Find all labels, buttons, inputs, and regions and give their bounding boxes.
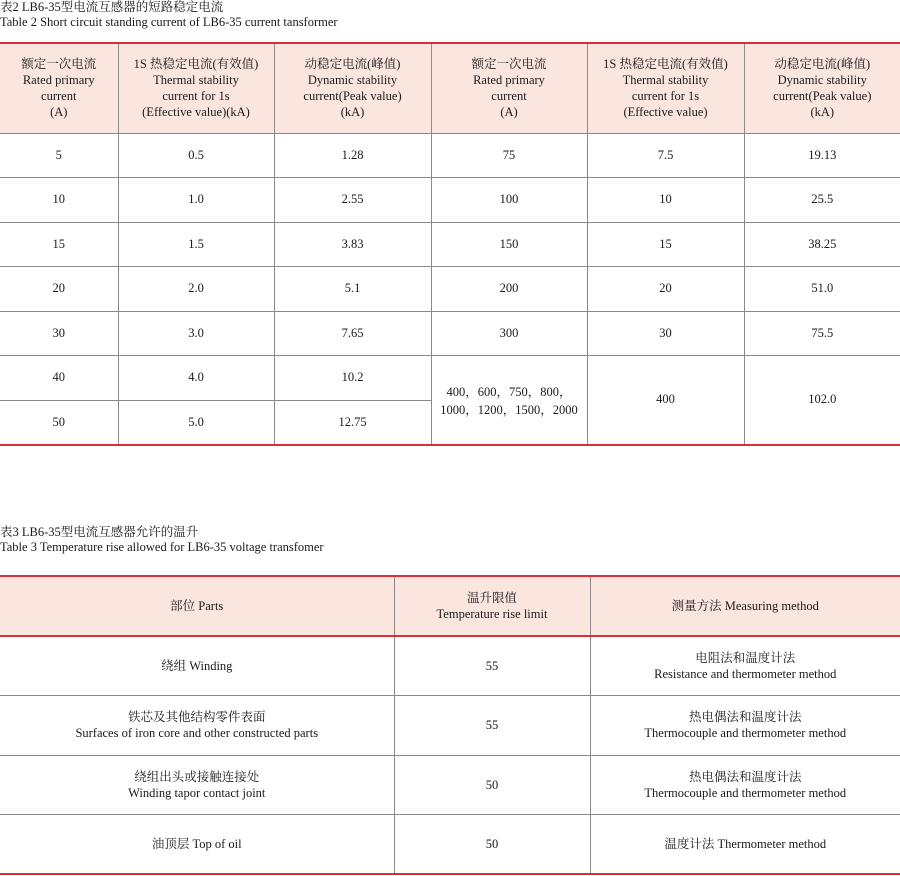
cell-text-line: 50 <box>485 837 499 851</box>
header-thermal-stability-current-2 <box>587 43 744 133</box>
table-cell: 30 <box>587 311 744 356</box>
table-cell: 300 <box>431 311 587 356</box>
cell-text-line: 测量方法 Measuring method <box>671 599 819 613</box>
cell-text-line: (Effective value) <box>623 105 708 120</box>
cell-text-line: Winding tapor contact joint <box>128 785 266 800</box>
table-cell: 10 <box>0 178 118 223</box>
table2-caption-cn: 表2 LB6-35型电流互感器的短路稳定电流 <box>0 0 224 14</box>
table3-header-row <box>0 576 900 636</box>
table-cell: 1.28 <box>274 133 431 178</box>
cell-text-line: 1S 热稳定电流(有效值) <box>133 57 259 72</box>
cell-text-line: Rated primary <box>473 73 545 88</box>
cell-text-line: 热电偶法和温度计法 <box>688 769 802 784</box>
header-dynamic-stability-current-2 <box>744 43 900 133</box>
table-row <box>0 696 900 756</box>
merged-rated-current-cell <box>431 356 587 445</box>
cell-text-line: Thermal stability <box>153 73 239 88</box>
merged-rated-current-line2: 1000，1200，1500，2000 <box>440 402 578 417</box>
part-cell <box>0 636 394 696</box>
cell-text-line: current <box>41 89 77 104</box>
table-cell: 7.5 <box>587 133 744 178</box>
cell-text-line: 50 <box>485 777 499 792</box>
cell-text-line: Dynamic stability <box>307 73 398 88</box>
cell-text-line: (kA) <box>340 105 365 120</box>
table-cell: 19.13 <box>744 133 900 178</box>
method-cell <box>590 636 900 696</box>
table2-caption <box>0 0 338 30</box>
table-cell: 50 <box>0 400 118 445</box>
part-cell <box>0 815 394 875</box>
table-row <box>0 267 900 312</box>
cell-text-line: 温升限值 <box>466 591 517 605</box>
limit-cell <box>394 815 590 875</box>
cell-text-line: current <box>491 89 527 104</box>
table-row <box>0 815 900 875</box>
table3-caption <box>0 525 324 555</box>
table-cell: 100 <box>431 178 587 223</box>
cell-text-line: current(Peak value) <box>773 89 872 104</box>
table-cell: 51.0 <box>744 267 900 312</box>
method-cell <box>590 755 900 815</box>
table-cell: 2.0 <box>118 267 274 312</box>
table-cell: 5.1 <box>274 267 431 312</box>
table-cell: 150 <box>431 222 587 267</box>
table-cell: 5.0 <box>118 400 274 445</box>
cell-text-line: 电阻法和温度计法 <box>695 651 796 665</box>
table-cell: 2.55 <box>274 178 431 223</box>
table-cell: 3.83 <box>274 222 431 267</box>
table-cell: 25.5 <box>744 178 900 223</box>
cell-text-line: (kA) <box>810 105 835 120</box>
table2-header-row <box>0 43 900 133</box>
header-temperature-rise-limit <box>394 576 590 636</box>
table-cell: 40 <box>0 356 118 401</box>
table-cell: 20 <box>0 267 118 312</box>
table-cell: 12.75 <box>274 400 431 445</box>
table-row <box>0 133 900 178</box>
table-cell: 0.5 <box>118 133 274 178</box>
cell-text-line: Dynamic stability <box>777 73 867 88</box>
limit-cell <box>394 696 590 756</box>
cell-text-line: (A) <box>500 105 518 120</box>
cell-text-line: current for 1s <box>631 89 700 104</box>
cell-text-line: (Effective value)(kA) <box>142 105 250 120</box>
table-cell: 200 <box>431 267 587 312</box>
short-circuit-current-table <box>0 42 900 446</box>
cell-text-line: 绕组出头或接触连接处 <box>134 769 260 784</box>
cell-text-line: 动稳定电流(峰值) <box>304 57 401 72</box>
table-row <box>0 178 900 223</box>
cell-text-line: (A) <box>50 105 68 120</box>
table-cell: 7.65 <box>274 311 431 356</box>
cell-text-line: Resistance and thermometer method <box>654 667 837 681</box>
header-measuring-method <box>590 576 900 636</box>
table-row <box>0 222 900 267</box>
table-cell: 30 <box>0 311 118 356</box>
table-cell: 15 <box>0 222 118 267</box>
cell-text-line: 油顶层 Top of oil <box>151 837 242 851</box>
cell-text-line: 动稳定电流(峰值) <box>774 57 871 72</box>
cell-text-line: 温度计法 Thermometer method <box>664 837 827 851</box>
table-cell: 1.0 <box>118 178 274 223</box>
cell-text-line: 1S 热稳定电流(有效值) <box>603 57 728 72</box>
table-row <box>0 311 900 356</box>
table-row <box>0 636 900 696</box>
cell-text-line: Rated primary <box>22 73 95 88</box>
cell-text-line: 部位 Parts <box>170 599 224 613</box>
cell-text-line: 55 <box>485 659 499 673</box>
cell-text-line: 热电偶法和温度计法 <box>688 710 802 725</box>
table-cell: 3.0 <box>118 311 274 356</box>
header-rated-primary-current-2 <box>431 43 587 133</box>
method-cell <box>590 815 900 875</box>
table-row <box>0 755 900 815</box>
merged-rated-current-line1: 400，600，750，800， <box>446 384 572 399</box>
header-dynamic-stability-current <box>274 43 431 133</box>
temperature-rise-table <box>0 575 900 875</box>
method-cell <box>590 696 900 756</box>
cell-text-line: current(Peak value) <box>303 89 402 104</box>
table-cell: 20 <box>587 267 744 312</box>
cell-text-line: current for 1s <box>162 89 230 104</box>
table-cell: 1.5 <box>118 222 274 267</box>
cell-text-line: Thermocouple and thermometer method <box>644 726 847 741</box>
cell-text-line: 绕组 Winding <box>161 659 233 673</box>
table-cell: 10 <box>587 178 744 223</box>
limit-cell <box>394 636 590 696</box>
header-parts <box>0 576 394 636</box>
cell-text-line: Thermal stability <box>622 73 709 88</box>
limit-cell <box>394 755 590 815</box>
merged-dynamic-current-cell: 102.0 <box>744 356 900 445</box>
cell-text-line: Thermocouple and thermometer method <box>644 785 847 800</box>
table-cell: 10.2 <box>274 356 431 401</box>
table2-caption-en: Table 2 Short circuit standing current of LB6-35 current tansformer <box>0 15 338 29</box>
part-cell <box>0 755 394 815</box>
header-thermal-stability-current <box>118 43 274 133</box>
cell-text-line: Surfaces of iron core and other constructed parts <box>75 726 319 741</box>
cell-text-line: 额定一次电流 <box>21 57 97 72</box>
merged-thermal-current-cell: 400 <box>587 356 744 445</box>
cell-text-line: Temperature rise limit <box>436 607 548 621</box>
header-rated-primary-current <box>0 43 118 133</box>
table-cell: 4.0 <box>118 356 274 401</box>
table-row <box>0 356 900 401</box>
table-cell: 5 <box>0 133 118 178</box>
cell-text-line: 额定一次电流 <box>471 57 547 72</box>
table-cell: 75 <box>431 133 587 178</box>
cell-text-line: 铁芯及其他结构零件表面 <box>127 710 266 725</box>
table-cell: 75.5 <box>744 311 900 356</box>
table3-caption-cn: 表3 LB6-35型电流互感器允许的温升 <box>0 525 199 539</box>
table-cell: 15 <box>587 222 744 267</box>
table-cell: 38.25 <box>744 222 900 267</box>
cell-text-line: 55 <box>485 718 499 733</box>
part-cell <box>0 696 394 756</box>
table3-caption-en: Table 3 Temperature rise allowed for LB6-35 voltage transfomer <box>0 540 324 554</box>
